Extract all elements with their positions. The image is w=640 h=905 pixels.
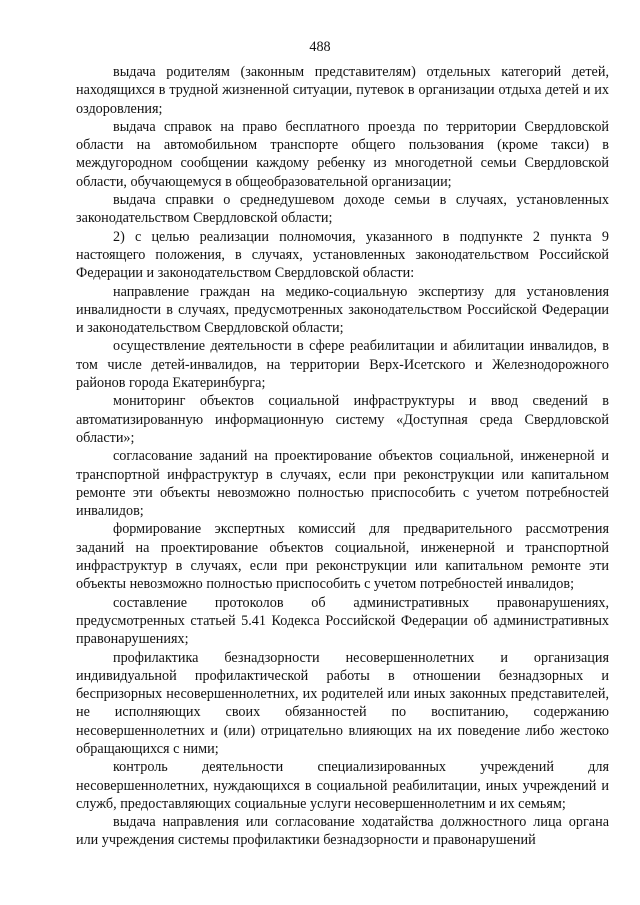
paragraph: 2) с целью реализации полномочия, указанного в подпункте 2 пункта 9 настоящего положения, в случаях, установленных законодательством Российской Федерации и законодательством Свердловской области: (76, 228, 609, 282)
page-number: 488 (309, 39, 331, 55)
paragraph: выдача справки о среднедушевом доходе семьи в случаях, установленных законодательством Свердловской области; (76, 192, 609, 227)
paragraph: составление протоколов об административных правонарушениях, предусмотренных статьей 5.41 Кодекса Российской Федерации об административных правонарушениях; (76, 594, 609, 648)
paragraph: согласование заданий на проектирование объектов социальной, инженерной и транспортной инфраструктур в случаях, если при реконструкции или капитальном ремонте эти объекты невозможно полностью приспособить с учетом потребностей инвалидов; (76, 448, 609, 520)
paragraph: выдача родителям (законным представителям) отдельных категорий детей, находящихся в трудной жизненной ситуации, путевок в организации отдыха детей и их оздоровления; (76, 64, 609, 117)
paragraph: формирование экспертных комиссий для предварительного рассмотрения заданий на проектирование объектов социальной, инженерной и транспортной инфраструктур в случаях, если при реконструкции или капитальном ремонте эти объекты невозможно полностью приспособить с учетом потребностей инвалидов; (76, 521, 609, 593)
paragraph: выдача справок на право бесплатного проезда по территории Свердловской области на автомобильном транспорте общего пользования (кроме такси) в междугородном сообщении каждому ребенку из многодетной семьи Свердловской области, обучающемуся в общеобразовательной организации; (76, 118, 609, 190)
paragraph: мониторинг объектов социальной инфраструктуры и ввод сведений в автоматизированную информационную систему «Доступная среда Свердловской области»; (76, 393, 609, 446)
paragraph: выдача направления или согласование ходатайства должностного лица органа или учреждения системы профилактики безнадзорности и правонарушений (76, 814, 609, 849)
paragraph: контроль деятельности специализированных учреждений для несовершеннолетних, нуждающихся в социальной реабилитации, иных учреждений и служб, предоставляющих социальные услуги несовершеннолетним и их семьям; (76, 759, 609, 812)
paragraph: направление граждан на медико-социальную экспертизу для установления инвалидности в случаях, предусмотренных законодательством Российской Федерации и законодательством Свердловской области; (76, 283, 609, 337)
paragraph: осуществление деятельности в сфере реабилитации и абилитации инвалидов, в том числе детей-инвалидов, на территории Верх-Исетского и Железнодорожного районов города Екатеринбурга; (76, 338, 609, 392)
document-body (76, 63, 609, 850)
paragraph: профилактика безнадзорности несовершеннолетних и организация индивидуальной профилактической работы в отношении безнадзорных и беспризорных несовершеннолетних, их родителей или иных законных представителей, не исполняющих своих обязанностей по воспитанию, содержанию несовершеннолетних и (или) отрицательно влияющих на их поведение либо жестоко обращающихся с ними; (76, 649, 609, 757)
